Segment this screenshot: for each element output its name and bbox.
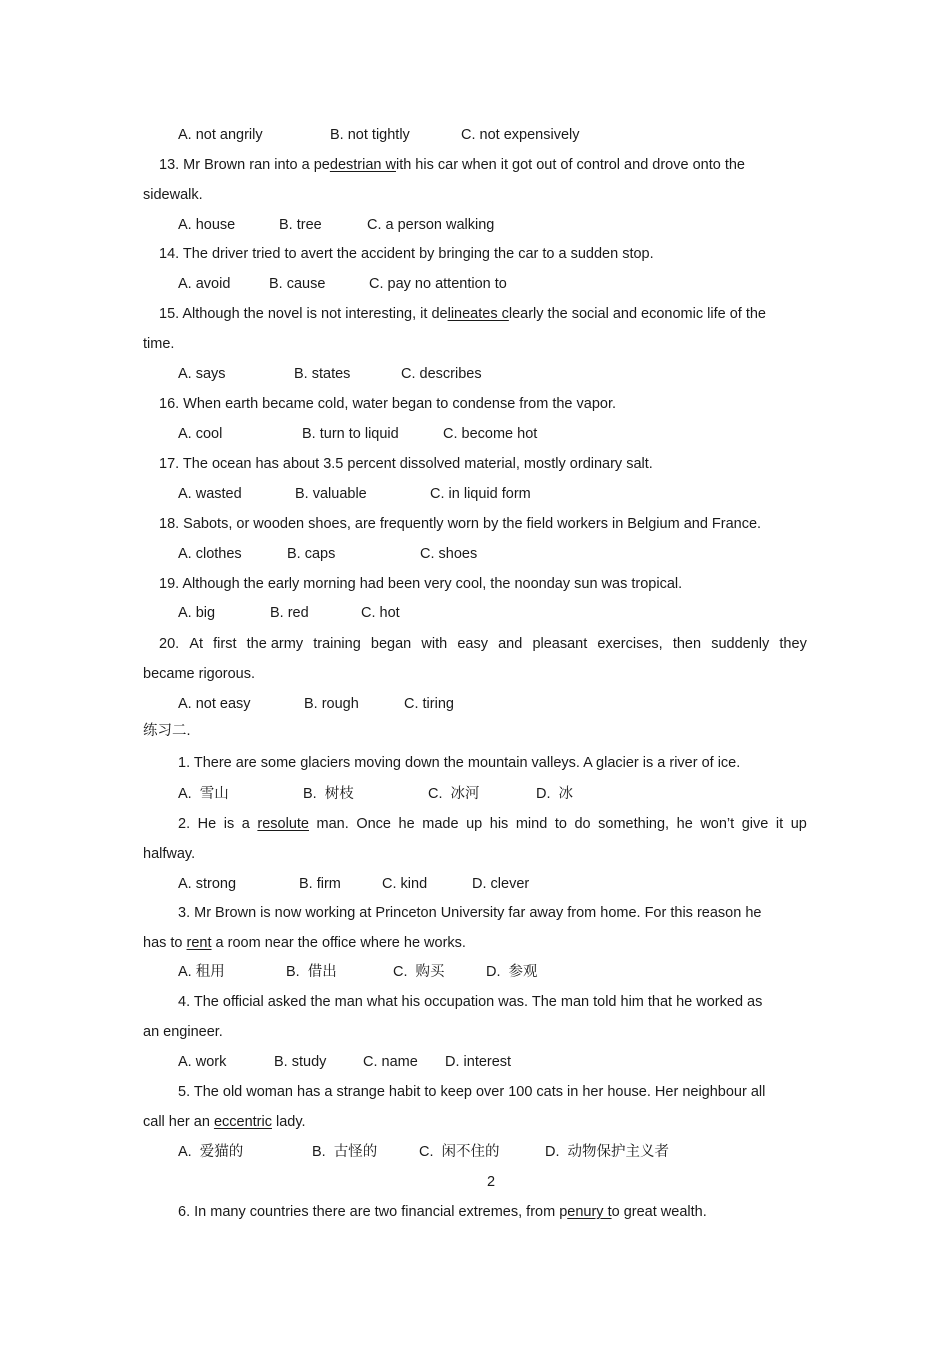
ex2-q2-word: his [489, 816, 509, 832]
q13-option-b: B. tree [279, 217, 322, 233]
q20-word: exercises, [597, 636, 663, 652]
ex2-q2-question [178, 815, 807, 833]
ex2-q2-option-b: B. firm [299, 876, 341, 892]
ex2-q2-word: give [741, 816, 769, 832]
ex2-q2-word: mind [515, 816, 548, 832]
ex2-q2-word: up [466, 816, 483, 832]
q13-underlined: destrian w [329, 157, 396, 173]
ex2-q3-text-pre: has to [143, 935, 187, 951]
q20-word: they [779, 636, 807, 652]
ex2-q2-word: do [574, 816, 591, 832]
q20-word: suddenly [711, 636, 770, 652]
q13-question [159, 156, 745, 174]
q15-option-a: A. says [178, 366, 226, 382]
ex2-q6-question [178, 1203, 707, 1221]
ex2-q2-word: is [223, 816, 235, 832]
q18-option-b: B. caps [287, 546, 336, 562]
q20-option-a: A. not easy [178, 696, 251, 712]
q16-option-c: C. become hot [443, 426, 538, 442]
ex2-q5-option-b: B. 古怪的 [312, 1144, 378, 1160]
ex2-q4-option-c: C. name [363, 1054, 418, 1070]
q15-option-c: C. describes [401, 366, 482, 382]
ex2-q5-question-cont [143, 1113, 306, 1131]
ex2-q2-word: a [241, 816, 250, 832]
ex2-q2-option-a: A. strong [178, 876, 237, 892]
ex2-q2-word: won’t [700, 816, 735, 832]
ex2-q1-option-a: A. 雪山 [178, 786, 229, 802]
q19-option-b: B. red [270, 605, 309, 621]
q20-word: and [498, 636, 523, 652]
ex2-q3-question: 3. Mr Brown is now working at Princeton University far away from home. For this reason he [178, 905, 762, 921]
q14-question: 14. The driver tried to avert the accident by bringing the car to a sudden stop. [159, 246, 654, 262]
ex2-q1-option-b: B. 树枝 [303, 786, 354, 802]
ex2-q3-option-d: D. 参观 [486, 964, 538, 980]
ex2-q6-text-post: o great wealth. [611, 1204, 707, 1220]
q17-question: 17. The ocean has about 3.5 percent dissolved material, mostly ordinary salt. [159, 456, 653, 472]
q12-option-c: C. not expensively [461, 127, 580, 143]
ex2-q2-word: to [554, 816, 567, 832]
q20-word: with [421, 636, 448, 652]
q16-option-b: B. turn to liquid [302, 426, 399, 442]
ex2-q1-option-c: C. 冰河 [428, 786, 480, 802]
ex2-q3-option-a: A. 租用 [178, 964, 225, 980]
q13-text-post: ith his car when it got out of control and drove onto the [395, 157, 745, 173]
q19-option-a: A. big [178, 605, 216, 621]
q14-option-b: B. cause [269, 276, 326, 292]
ex2-q4-option-a: A. work [178, 1054, 227, 1070]
ex2-q2-option-d: D. clever [472, 876, 530, 892]
q20-option-c: C. tiring [404, 696, 454, 712]
ex2-q2-question-cont: halfway. [143, 846, 196, 862]
ex2-q3-option-c: C. 购买 [393, 964, 445, 980]
q20-word: the army [246, 636, 304, 652]
ex2-q3-text-post: a room near the office where he works. [211, 935, 466, 951]
q15-question-cont: time. [143, 336, 175, 352]
q12-option-b: B. not tightly [330, 127, 410, 143]
q20-question [143, 635, 807, 653]
ex2-q2-word: 2. [178, 816, 191, 832]
q15-underlined: lineates c [447, 306, 509, 322]
q15-text-pre: 15. Although the novel is not interesting, it de [159, 306, 448, 322]
ex2-q2-word: Once [356, 816, 391, 832]
ex2-q1-option-d: D. 冰 [536, 786, 574, 802]
exercise-2-heading: 练习二. [143, 723, 191, 739]
ex2-q4-option-b: B. study [274, 1054, 327, 1070]
ex2-q4-question-cont: an engineer. [143, 1024, 223, 1040]
ex2-q2-word: man. [316, 816, 349, 832]
q18-question: 18. Sabots, or wooden shoes, are frequently worn by the field workers in Belgium and France. [159, 516, 762, 532]
q20-word: At [189, 636, 204, 652]
q14-option-a: A. avoid [178, 276, 231, 292]
q20-word: 20. [159, 636, 180, 652]
ex2-q2-word: up [790, 816, 807, 832]
q19-question: 19. Although the early morning had been very cool, the noonday sun was tropical. [159, 576, 683, 592]
ex2-q2-underlined: resolute [257, 816, 309, 832]
q20-word: first [213, 636, 237, 652]
q20-word: pleasant [532, 636, 588, 652]
q20-word: training [313, 636, 361, 652]
q18-option-c: C. shoes [420, 546, 478, 562]
ex2-q2-word: made [422, 816, 459, 832]
q20-word: then [672, 636, 702, 652]
page-number: 2 [487, 1174, 496, 1190]
ex2-q2-word: he [398, 816, 415, 832]
q17-option-c: C. in liquid form [430, 486, 531, 502]
q13-text-pre: 13. Mr Brown ran into a pe [159, 157, 330, 173]
q16-option-a: A. cool [178, 426, 223, 442]
q20-question-cont: became rigorous. [143, 666, 256, 682]
ex2-q5-text-pre: call her an [143, 1114, 214, 1130]
q17-option-a: A. wasted [178, 486, 242, 502]
ex2-q1-question: 1. There are some glaciers moving down the mountain valleys. A glacier is a river of ice. [178, 755, 741, 771]
ex2-q2-option-c: C. kind [382, 876, 428, 892]
ex2-q4-question: 4. The official asked the man what his occupation was. The man told him that he worked as [178, 994, 763, 1010]
ex2-q3-option-b: B. 借出 [286, 964, 337, 980]
q18-option-a: A. clothes [178, 546, 242, 562]
q20-word: easy [457, 636, 488, 652]
ex2-q6-text-pre: 6. In many countries there are two financial extremes, from p [178, 1204, 568, 1220]
q14-option-c: C. pay no attention to [369, 276, 507, 292]
q20-word: began [370, 636, 412, 652]
ex2-q5-underlined: eccentric [213, 1114, 272, 1130]
q16-question: 16. When earth became cold, water began to condense from the vapor. [159, 396, 617, 412]
ex2-q5-option-a: A. 爱猫的 [178, 1144, 244, 1160]
q15-text-post: learly the social and economic life of the [508, 306, 766, 322]
ex2-q5-text-post: lady. [271, 1114, 306, 1130]
ex2-q2-word: it [775, 816, 784, 832]
q13-option-c: C. a person walking [367, 217, 495, 233]
ex2-q5-question: 5. The old woman has a strange habit to keep over 100 cats in her house. Her neighbour all [178, 1084, 766, 1100]
q13-option-a: A. house [178, 217, 236, 233]
q13-question-cont: sidewalk. [143, 187, 203, 203]
q19-option-c: C. hot [361, 605, 400, 621]
ex2-q2-word: He [197, 816, 217, 832]
q20-option-b: B. rough [304, 696, 359, 712]
ex2-q3-question-cont [143, 934, 466, 952]
q15-question [159, 305, 766, 323]
ex2-q4-option-d: D. interest [445, 1054, 512, 1070]
q17-option-b: B. valuable [295, 486, 367, 502]
ex2-q6-underlined: enury t [567, 1204, 612, 1220]
ex2-q5-option-d: D. 动物保护主义者 [545, 1144, 670, 1160]
ex2-q2-word: he [676, 816, 693, 832]
ex2-q5-option-c: C. 闲不住的 [419, 1144, 500, 1160]
q12-option-a: A. not angrily [178, 127, 263, 143]
ex2-q3-underlined: rent [186, 935, 212, 951]
ex2-q2-word: something, [598, 816, 670, 832]
q15-option-b: B. states [294, 366, 351, 382]
